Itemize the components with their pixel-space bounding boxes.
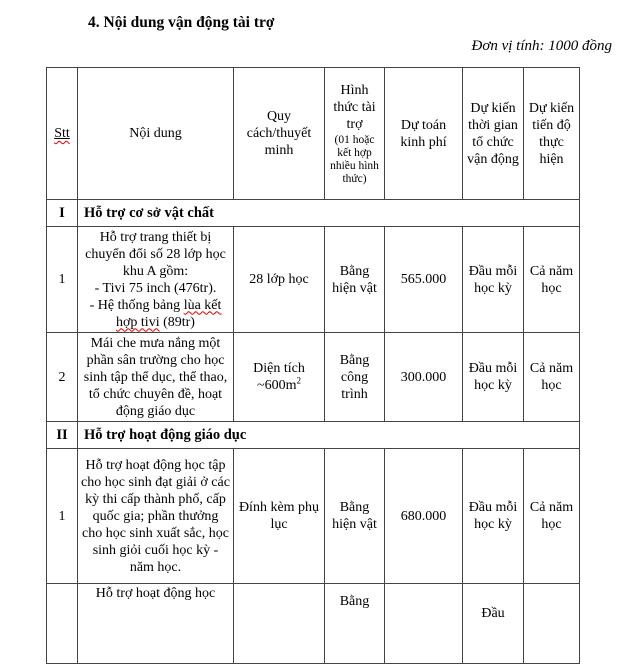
row2-thoi-gian: Đầu mỗi học kỳ [463, 333, 524, 422]
row3-quy-cach: Đính kèm phụ lục [234, 449, 325, 584]
row1-thoi-gian: Đầu mỗi học kỳ [463, 227, 524, 333]
row4-tien-do [524, 584, 580, 664]
section-row-1 [47, 200, 580, 227]
table-row [47, 333, 580, 422]
row2-qc-main: Diện tích ~600m [253, 361, 305, 393]
row4-du-toan [385, 584, 463, 664]
row4-stt [47, 584, 78, 664]
header-stt-label: Stt [54, 126, 70, 141]
col-header-hinh-thuc [325, 68, 385, 200]
unit-note: Đơn vị tính: 1000 đồng [471, 38, 612, 54]
row2-hinh-thuc: Bằng công trình [325, 333, 385, 422]
row1-nd-item2c: (89tr) [159, 314, 195, 330]
row1-du-toan: 565.000 [385, 227, 463, 333]
row3-thoi-gian: Đầu mỗi học kỳ [463, 449, 524, 584]
row1-nd-squiggle1: lùa kết [183, 297, 222, 313]
section-title: 4. Nội dung vận động tài trợ [88, 14, 275, 31]
row1-noi-dung [78, 227, 234, 333]
row4-hinh-thuc: Bằng [325, 584, 385, 664]
section1-label: Hỗ trợ cơ sở vật chất [78, 200, 580, 227]
col-header-du-toan: Dự toán kinh phí [385, 68, 463, 200]
row3-tien-do: Cả năm học [524, 449, 580, 584]
row2-stt: 2 [47, 333, 78, 422]
header-hinh-thuc-note: (01 hoặc kết hợp nhiều hình thức) [330, 133, 379, 185]
table-row [47, 449, 580, 584]
col-header-thoi-gian: Dự kiến thời gian tổ chức vận động [463, 68, 524, 200]
row1-nd-item2a: - Hệ thống bảng [89, 297, 184, 313]
row1-tien-do: Cả năm học [524, 227, 580, 333]
row4-thoi-gian: Đầu [463, 584, 524, 664]
row3-noi-dung: Hỗ trợ hoạt động học tập cho học sinh đạt giải ở các kỳ thi cấp thành phố, cấp quốc gia; phần thưởng cho học sinh xuất sắc, học sinh giỏi cuối học kỳ - năm học. [78, 449, 234, 584]
section-row-2 [47, 422, 580, 449]
row1-nd-main: Hỗ trợ trang thiết bị chuyển đổi số 28 lớp học khu A gồm: [85, 229, 226, 279]
row2-quy-cach [234, 333, 325, 422]
table-row-partial [47, 584, 580, 664]
section1-stt: I [47, 200, 78, 227]
row3-du-toan: 680.000 [385, 449, 463, 584]
section2-stt: II [47, 422, 78, 449]
row4-quy-cach [234, 584, 325, 664]
header-hinh-thuc-label: Hình thức tài trợ [333, 82, 376, 132]
sponsorship-table [46, 67, 580, 664]
table-row [47, 227, 580, 333]
row1-nd-squiggle2: hợp tivi [116, 314, 160, 330]
row2-noi-dung: Mái che mưa nắng một phần sân trường cho học sinh tập thể dục, thể thao, tổ chức chuyên đề, hoạt động giáo dục [78, 333, 234, 422]
col-header-noi-dung: Nội dung [78, 68, 234, 200]
row3-stt: 1 [47, 449, 78, 584]
row1-stt: 1 [47, 227, 78, 333]
row1-hinh-thuc: Bằng hiện vật [325, 227, 385, 333]
row4-noi-dung: Hỗ trợ hoạt động học [78, 584, 234, 664]
col-header-tien-do: Dự kiến tiến độ thực hiện [524, 68, 580, 200]
row3-hinh-thuc: Bằng hiện vật [325, 449, 385, 584]
row2-tien-do: Cả năm học [524, 333, 580, 422]
col-header-quy-cach: Quy cách/thuyết minh [234, 68, 325, 200]
row1-nd-item1: - Tivi 75 inch (476tr). [94, 280, 217, 296]
row1-quy-cach: 28 lớp học [234, 227, 325, 333]
header-row [47, 68, 580, 200]
section2-label: Hỗ trợ hoạt động giáo dục [78, 422, 580, 449]
row2-qc-sup: 2 [296, 375, 301, 386]
col-header-stt [47, 68, 78, 200]
row2-du-toan: 300.000 [385, 333, 463, 422]
